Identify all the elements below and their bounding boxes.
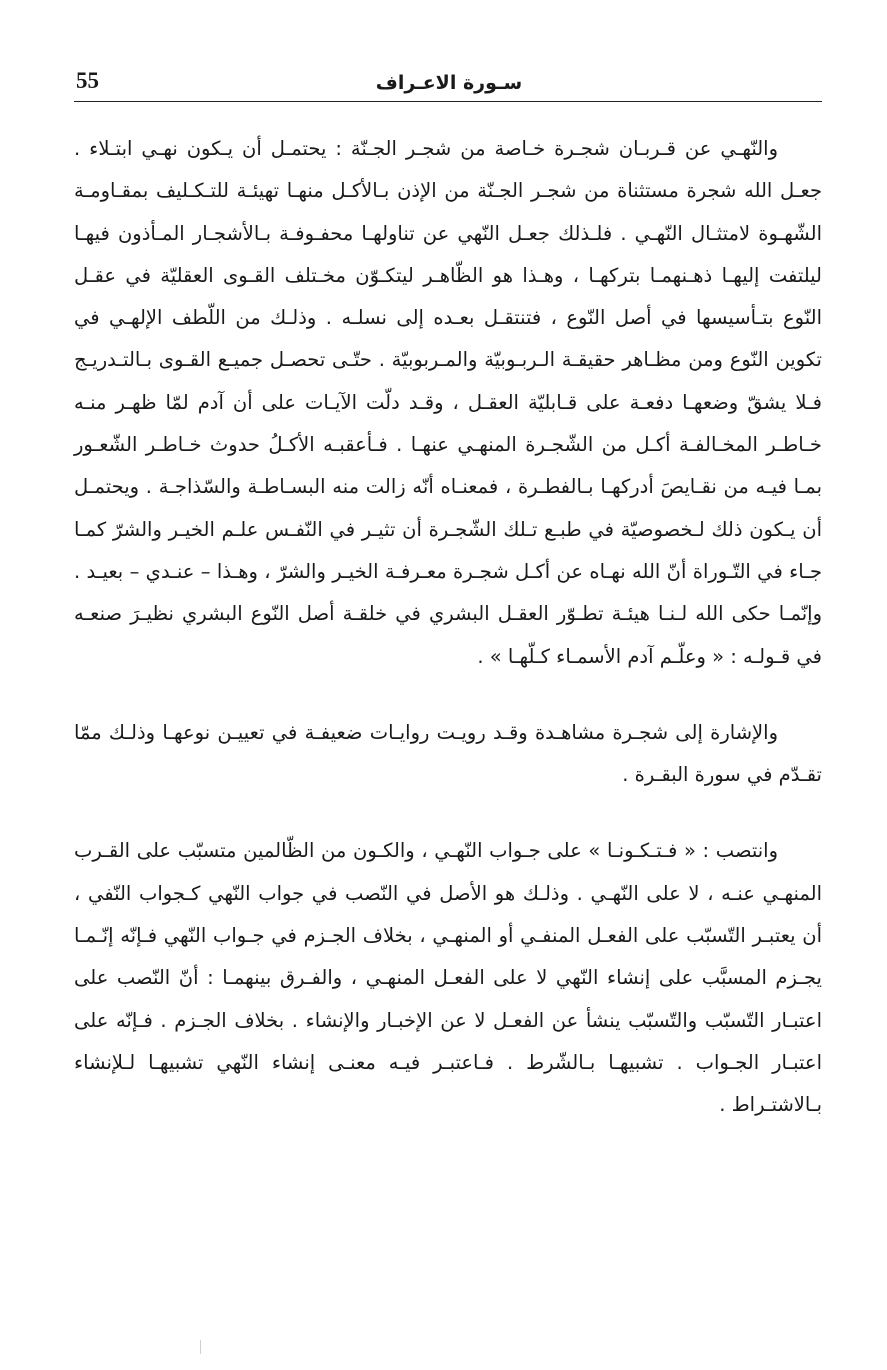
- page-header: [74, 62, 822, 100]
- page-number: 55: [76, 68, 99, 93]
- scan-mark: [200, 1340, 201, 1354]
- header-rule: [74, 101, 822, 102]
- paragraph-tree-prohibition: والنّهـي عن قـربـان شجـرة خـاصة من شجـر الجـنّة : يحتمـل أن يـكون نهـي ابتـلاء . جعـل الله شجرة مستثناة من شجـر الجـنّة من الإذن بـالأكـل منهـا تهيئـة للتـكـليف بمقـاومـة الشّهـوة لامتثـال النّهـي . فلـذلك جعـل النّهي عن تناولهـا محفـوفـة بـالأشجـار المـأذون فيهـا ليلتفت إليهـا ذهـنهمـا بتركهـا ، وهـذا هو الظّاهـر ليتكـوّن مخـتلف القـوى العقليّة في عقـل النّوع بتـأسيسها في أصل النّوع ، فتنتقـل بعـده إلى نسلـه . وذلـك من اللّطف الإلهـي في تكوين النّوع ومن مظـاهر حقيقـة الـربـوبيّة والمـربوبيّة . حتّـى تحصـل جميـع القـوى بـالتـدريـج فـلا يشقّ وضعهـا دفعـة على قـابليّة العقـل ، وقـد دلّت الآيـات على أن آدم لمّا ظهـر منـه خـاطـر المخـالفـة أكـل من الشّجـرة المنهـي عنهـا . فـأعقبـه الأكـلُ حدوث خـاطـر الشّعـور بمـا فيـه من نقـايصَ أدركهـا بـالفطـرة ، فمعنـاه أنّه زالت منه البسـاطـة والسّذاجـة . ويحتمـل أن يـكون ذلك لـخصوصيّة في طبـع تـلك الشّجـرة أن تثيـر في النّفـس علـم الخيـر والشرّ كمـا جـاء في التّـوراة أنّ الله نهـاه عن أكـل شجـرة معـرفـة الخيـر والشرّ ، وهـذا – عنـدي – بعيـد . وإنّمـا حكى الله لـنـا هيئـة تطـوّر العقـل البشري في خلقـة أصل النّوع البشري نظيـرَ صنعـه في قـولـه : « وعلّـم آدم الأسمـاء كـلّهـا » .: [74, 137, 822, 668]
- main-text: [74, 128, 822, 1127]
- paragraph-tree-identity: والإشارة إلى شجـرة مشاهـدة وقـد رويـت روايـات ضعيفـة في تعييـن نوعهـا وذلـك ممّا تقـدّم في سورة البقـرة .: [74, 720, 822, 787]
- paragraph-grammar-note: وانتصب : « فـتـكـونـا » على جـواب النّهـي ، والكـون من الظّالمين متسبّب على القـرب المنهـي عنـه ، لا على النّهـي . وذلـك هو الأصل في النّصب في جواب النّهي كـجواب النّفي ، أن يعتبـر التّسبّب على الفعـل المنفـي أو المنهـي ، بخلاف الجـزم في جـواب النّهي فـإنّه إنّـمـا يجـزم المسبَّب على إنشاء النّهي لا على الفعـل المنهـي ، والفـرق بينهمـا : أنّ النّصب على اعتبـار التّسبّب والتّسبّب ينشأ عن الفعـل لا عن الإخبـار والإنشاء . بخلاف الجـزم . فـإنّه على اعتبـار الجـواب . تشبيهـا بـالشّرط . فـاعتبـر فيـه معنـى إنشاء النّهي تشبيهـا لـلإنشاء بـالاشتـراط .: [74, 839, 822, 1117]
- running-title: سـورة الاعـراف: [375, 72, 523, 94]
